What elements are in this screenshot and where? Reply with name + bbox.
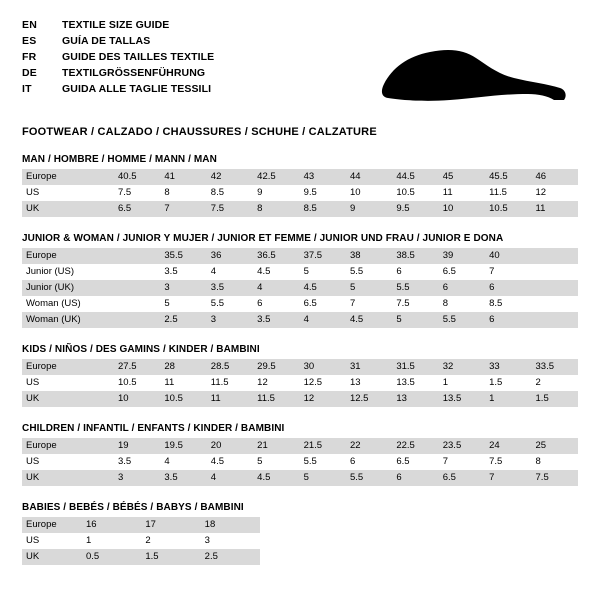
language-title-list [22,18,214,98]
size-cell: 1 [82,533,141,549]
size-cell: 13 [346,375,392,391]
table-row [22,454,578,470]
size-cell: 4 [207,264,253,280]
size-cell: 5 [160,296,206,312]
size-cell: 2 [141,533,200,549]
table-row [22,359,578,375]
size-cell: 22.5 [392,438,438,454]
size-cell: 5 [346,280,392,296]
size-cell: 10 [114,391,160,407]
size-cell: 3 [201,533,260,549]
size-cell: 3.5 [160,470,206,486]
size-cell: 19 [114,438,160,454]
language-title: TEXTILGRÖSSENFÜHRUNG [62,67,206,79]
size-cell: 5.5 [392,280,438,296]
size-cell: 8 [439,296,485,312]
size-cell: 8.5 [485,296,531,312]
table-row [22,533,260,549]
size-cell: 6 [392,264,438,280]
size-cell: 11 [207,391,253,407]
language-code: ES [22,35,37,47]
size-cell: 11.5 [485,185,531,201]
size-cell: 6 [439,280,485,296]
size-cell: 1 [439,375,485,391]
size-cell: 10 [439,201,485,217]
table-row [22,201,578,217]
size-table [22,438,578,486]
size-cell: 4 [160,454,206,470]
size-cell: 31.5 [392,359,438,375]
row-label: Junior (UK) [22,280,114,296]
size-cell: 3 [114,470,160,486]
size-cell: 9.5 [392,201,438,217]
size-cell: 4 [300,312,346,328]
size-cell: 19.5 [160,438,206,454]
language-row [22,66,214,82]
size-cell [532,312,578,328]
size-cell: 5 [392,312,438,328]
size-cell: 5.5 [300,454,346,470]
size-cell: 17 [141,517,200,533]
size-table [22,169,578,217]
size-cell: 2 [532,375,578,391]
row-label: Europe [22,248,114,264]
language-title-rows [22,18,214,98]
size-cell: 1 [485,391,531,407]
size-cell [532,264,578,280]
size-cell: 16 [82,517,141,533]
size-cell: 8 [253,201,299,217]
size-cell: 3.5 [207,280,253,296]
size-cell: 5.5 [346,470,392,486]
size-cell: 24 [485,438,531,454]
size-cell: 12 [253,375,299,391]
size-cell: 45 [439,169,485,185]
size-cell: 42 [207,169,253,185]
category-line: FOOTWEAR / CALZADO / CHAUSSURES / SCHUHE / CALZATURE [22,126,377,138]
size-cell: 32 [439,359,485,375]
size-cell: 13 [392,391,438,407]
size-cell: 3 [160,280,206,296]
size-cell: 44 [346,169,392,185]
row-label: Europe [22,517,82,533]
row-label: UK [22,549,82,565]
size-cell: 44.5 [392,169,438,185]
table-row [22,391,578,407]
size-cell: 6.5 [439,470,485,486]
language-row [22,18,214,34]
size-cell: 10.5 [160,391,206,407]
size-cell: 6 [485,312,531,328]
size-cell: 1.5 [485,375,531,391]
size-cell [532,296,578,312]
size-cell [532,248,578,264]
table-row [22,312,578,328]
size-cell: 38 [346,248,392,264]
language-code: EN [22,19,37,31]
table-row [22,549,260,565]
size-cell: 12 [532,185,578,201]
size-table [22,517,260,565]
size-cell: 4.5 [207,454,253,470]
size-section-title: JUNIOR & WOMAN / JUNIOR Y MUJER / JUNIOR ET FEMME / JUNIOR UND FRAU / JUNIOR E DONA [22,233,504,244]
size-cell: 11 [532,201,578,217]
size-cell: 6.5 [439,264,485,280]
size-cell: 29.5 [253,359,299,375]
size-cell: 1.5 [532,391,578,407]
size-cell: 33 [485,359,531,375]
size-cell: 5.5 [346,264,392,280]
dress-shoe-icon [378,40,568,112]
table-row [22,375,578,391]
size-cell: 21 [253,438,299,454]
size-section [22,154,578,217]
size-cell: 38.5 [392,248,438,264]
size-cell: 5 [300,470,346,486]
size-cell: 23.5 [439,438,485,454]
language-row [22,50,214,66]
table-row [22,438,578,454]
size-cell: 30 [300,359,346,375]
size-cell: 22 [346,438,392,454]
size-cell [114,280,160,296]
row-label: US [22,533,82,549]
size-cell: 4 [207,470,253,486]
row-label: US [22,185,114,201]
row-label: US [22,454,114,470]
size-cell: 18 [201,517,260,533]
size-cell: 8 [160,185,206,201]
row-label: Europe [22,169,114,185]
size-cell: 8.5 [300,201,346,217]
size-cell: 11 [439,185,485,201]
row-label: Woman (UK) [22,312,114,328]
size-cell: 7.5 [207,201,253,217]
size-cell: 6 [346,454,392,470]
size-cell: 7 [439,454,485,470]
size-cell: 8 [532,454,578,470]
size-cell: 6 [392,470,438,486]
size-cell: 6.5 [392,454,438,470]
language-code: FR [22,51,37,63]
size-cell: 3.5 [253,312,299,328]
size-cell: 40 [485,248,531,264]
row-label: Junior (US) [22,264,114,280]
size-cell: 46 [532,169,578,185]
size-cell: 13.5 [392,375,438,391]
size-cell: 11.5 [253,391,299,407]
size-cell: 28.5 [207,359,253,375]
size-cell: 1.5 [141,549,200,565]
size-cell: 12.5 [300,375,346,391]
size-section [22,423,578,486]
size-cell: 4.5 [346,312,392,328]
row-label: UK [22,391,114,407]
size-cell: 12 [300,391,346,407]
size-cell: 39 [439,248,485,264]
size-cell: 9.5 [300,185,346,201]
language-title: GUÍA DE TALLAS [62,35,151,47]
size-cell: 7 [485,470,531,486]
size-cell: 13.5 [439,391,485,407]
row-label: UK [22,201,114,217]
size-cell: 6.5 [300,296,346,312]
size-cell: 20 [207,438,253,454]
size-table [22,248,578,328]
size-cell: 5 [300,264,346,280]
size-cell: 7 [160,201,206,217]
size-table [22,359,578,407]
size-cell: 9 [346,201,392,217]
size-cell: 8.5 [207,185,253,201]
language-row [22,82,214,98]
size-sections [22,154,578,565]
size-cell: 10.5 [392,185,438,201]
size-cell: 4.5 [300,280,346,296]
size-section-title: MAN / HOMBRE / HOMME / MANN / MAN [22,154,217,165]
size-cell: 5.5 [439,312,485,328]
row-label: UK [22,470,114,486]
size-cell: 7 [485,264,531,280]
size-cell: 10.5 [114,375,160,391]
size-cell: 5 [253,454,299,470]
table-row [22,264,578,280]
size-cell [114,248,160,264]
size-cell: 27.5 [114,359,160,375]
size-cell: 12.5 [346,391,392,407]
size-section-title: BABIES / BEBÉS / BÉBÉS / BABYS / BAMBINI [22,502,244,513]
language-title: TEXTILE SIZE GUIDE [62,19,170,31]
language-code: DE [22,67,37,79]
size-cell: 7 [346,296,392,312]
size-cell: 25 [532,438,578,454]
table-row [22,248,578,264]
size-cell: 11.5 [207,375,253,391]
size-cell: 6 [253,296,299,312]
size-cell: 7.5 [532,470,578,486]
size-section [22,502,578,565]
size-cell: 10.5 [485,201,531,217]
table-row [22,280,578,296]
table-row [22,470,578,486]
size-cell: 45.5 [485,169,531,185]
table-row [22,185,578,201]
size-cell: 4 [253,280,299,296]
row-label: Europe [22,359,114,375]
size-cell: 3.5 [114,454,160,470]
size-cell: 6 [485,280,531,296]
size-cell: 41 [160,169,206,185]
size-cell: 7.5 [485,454,531,470]
size-cell: 42.5 [253,169,299,185]
page-header [22,18,578,114]
size-cell: 10 [346,185,392,201]
size-cell [114,312,160,328]
size-cell: 7.5 [114,185,160,201]
table-row [22,517,260,533]
size-cell [114,296,160,312]
language-row [22,34,214,50]
size-cell: 9 [253,185,299,201]
size-cell: 28 [160,359,206,375]
size-cell: 43 [300,169,346,185]
row-label: US [22,375,114,391]
size-cell: 0.5 [82,549,141,565]
size-cell: 21.5 [300,438,346,454]
language-title: GUIDA ALLE TAGLIE TESSILI [62,83,212,95]
language-title: GUIDE DES TAILLES TEXTILE [62,51,215,63]
table-row [22,296,578,312]
size-cell: 40.5 [114,169,160,185]
size-cell: 2.5 [160,312,206,328]
size-cell: 3.5 [160,264,206,280]
size-section [22,344,578,407]
size-cell: 5.5 [207,296,253,312]
size-cell: 7.5 [392,296,438,312]
size-cell: 2.5 [201,549,260,565]
size-cell: 37.5 [300,248,346,264]
size-cell: 33.5 [532,359,578,375]
size-cell: 3 [207,312,253,328]
size-cell: 35.5 [160,248,206,264]
size-section-title: CHILDREN / INFANTIL / ENFANTS / KINDER / BAMBINI [22,423,285,434]
size-cell [114,264,160,280]
size-section [22,233,578,328]
size-cell: 11 [160,375,206,391]
size-cell: 36.5 [253,248,299,264]
size-cell: 31 [346,359,392,375]
table-row [22,169,578,185]
size-cell [532,280,578,296]
size-cell: 4.5 [253,470,299,486]
language-code: IT [22,83,32,95]
row-label: Europe [22,438,114,454]
size-cell: 36 [207,248,253,264]
size-cell: 4.5 [253,264,299,280]
size-cell: 6.5 [114,201,160,217]
size-section-title: KIDS / NIÑOS / DES GAMINS / KINDER / BAMBINI [22,344,260,355]
row-label: Woman (US) [22,296,114,312]
